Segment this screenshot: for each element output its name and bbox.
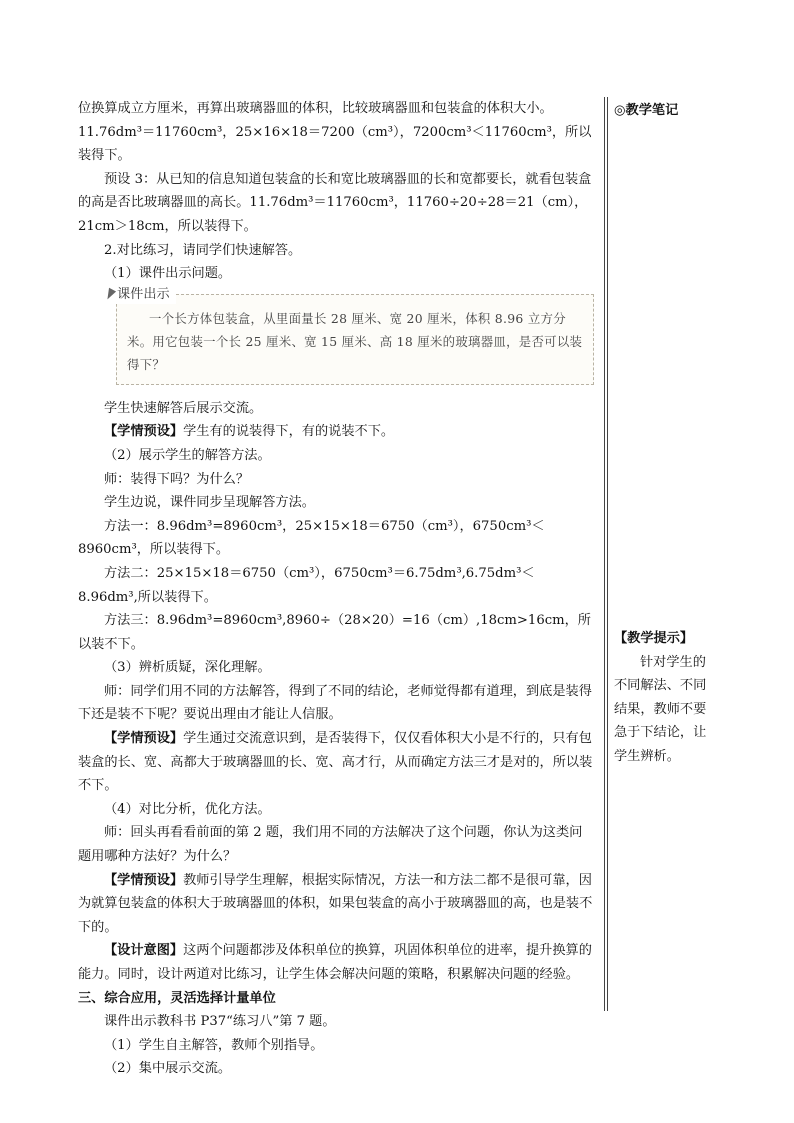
courseware-callout — [116, 286, 594, 385]
label-xueqing: 【学情预设】 — [104, 872, 184, 888]
paragraph: 师：装得下吗？为什么？ — [104, 471, 250, 487]
lesson-body — [78, 97, 594, 1081]
paragraph: 方法二：25×15×18＝6750（cm³），6750cm³＝6.75dm³,6.75dm³＜8.96dm³,所以装得下。 — [78, 565, 535, 605]
paragraph: （3）辨析质疑，深化理解。 — [104, 660, 271, 676]
paragraph: 方法三：8.96dm³=8960cm³,8960÷（28×20）=16（cm）,18cm>16cm，所以装不下。 — [78, 613, 591, 652]
paragraph: 课件出示教科书 P37“练习八”第 7 题。 — [104, 1014, 336, 1030]
paragraph: 方法一：8.96dm³=8960cm³，25×15×18＝6750（cm³），6750cm³＜8960cm³，所以装得下。 — [78, 518, 545, 558]
paragraph: 学生快速解答后展示交流。 — [104, 400, 263, 416]
callout-box — [116, 294, 594, 385]
paragraph: 2.对比练习，请同学们快速解答。 — [104, 242, 302, 258]
paragraph — [78, 939, 594, 986]
teaching-tip — [614, 627, 714, 769]
paragraph: （2）展示学生的解答方法。 — [104, 447, 271, 463]
tip-title: 【教学提示】 — [614, 631, 694, 646]
paragraph: 预设 3：从已知的信息知道包装盒的长和宽比玻璃器皿的长和宽都要长，就看包装盒的高是否比玻璃器皿的高长。11.76dm³＝11760cm³，11760÷20÷28＝21（cm），21cm＞18cm，所以装得下。 — [78, 171, 592, 234]
column-divider — [607, 97, 608, 1011]
paragraph: （1）学生自主解答，教师个别指导。 — [104, 1037, 324, 1053]
paragraph: （2）集中展示交流。 — [104, 1061, 232, 1077]
paragraph: 位换算成立方厘米，再算出玻璃器皿的体积，比较玻璃器皿和包装盒的体积大小。 — [78, 101, 553, 116]
paragraph: 师：同学们用不同的方法解答，得到了不同的结论，老师觉得都有道理，到底是装得下还是装不下呢？要说出理由才能让人信服。 — [78, 683, 592, 723]
callout-tag-label: 课件出示 — [117, 286, 170, 302]
paragraph: （4）对比分析，优化方法。 — [104, 801, 271, 817]
tip-text: 针对学生的不同解法、不同结果，教师不要急于下结论，让学生辨析。 — [614, 654, 707, 764]
label-xueqing: 【学情预设】 — [104, 731, 184, 747]
text: 这两个问题都涉及体积单位的换算，巩固体积单位的进率，提升换算的能力。同时，设计两道对比练习，让学生体会解决问题的策略，积累解决问题的经验。 — [78, 943, 592, 982]
text: 学生有的说装得下，有的说装不下。 — [183, 424, 395, 440]
section-heading: 三、综合应用，灵活选择计量单位 — [78, 990, 276, 1006]
label-sheji: 【设计意图】 — [104, 943, 184, 959]
label-xueqing: 【学情预设】 — [104, 424, 184, 440]
paragraph: 师：回头再看看前面的第 2 题，我们用不同的方法解决了这个问题，你认为这类问题用哪种方法好？为什么？ — [78, 825, 583, 865]
callout-tag — [104, 286, 176, 304]
paragraph: （1）课件出示问题。 — [104, 266, 232, 282]
paragraph — [78, 727, 594, 798]
pen-icon — [104, 288, 116, 301]
paragraph: 11.76dm³＝11760cm³，25×16×18＝7200（cm³），7200cm³＜11760cm³，所以装得下。 — [78, 124, 592, 164]
notes-title: ◎教学笔记 — [614, 103, 679, 118]
callout-text: 一个长方体包装盒，从里面量长 28 厘米、宽 20 厘米，体积 8.96 立方分米。用它包装一个长 25 厘米、宽 15 厘米、高 18 厘米的玻璃器皿，是否可以装得下？ — [127, 310, 583, 372]
paragraph: 学生边说，课件同步呈现解答方法。 — [104, 495, 315, 511]
text: 教师引导学生理解，根据实际情况，方法一和方法二都不是很可靠，因为就算包装盒的体积大于玻璃器皿的体积，如果包装盒的高小于玻璃器皿的高，也是装不下的。 — [78, 872, 593, 935]
text: 学生通过交流意识到，是否装得下，仅仅看体积大小是不行的，只有包装盒的长、宽、高都大于玻璃器皿的长、宽、高才行，从而确定方法三才是对的，所以装不下。 — [78, 731, 593, 794]
column-divider — [604, 97, 605, 1011]
paragraph — [78, 869, 594, 940]
paragraph — [78, 420, 594, 444]
